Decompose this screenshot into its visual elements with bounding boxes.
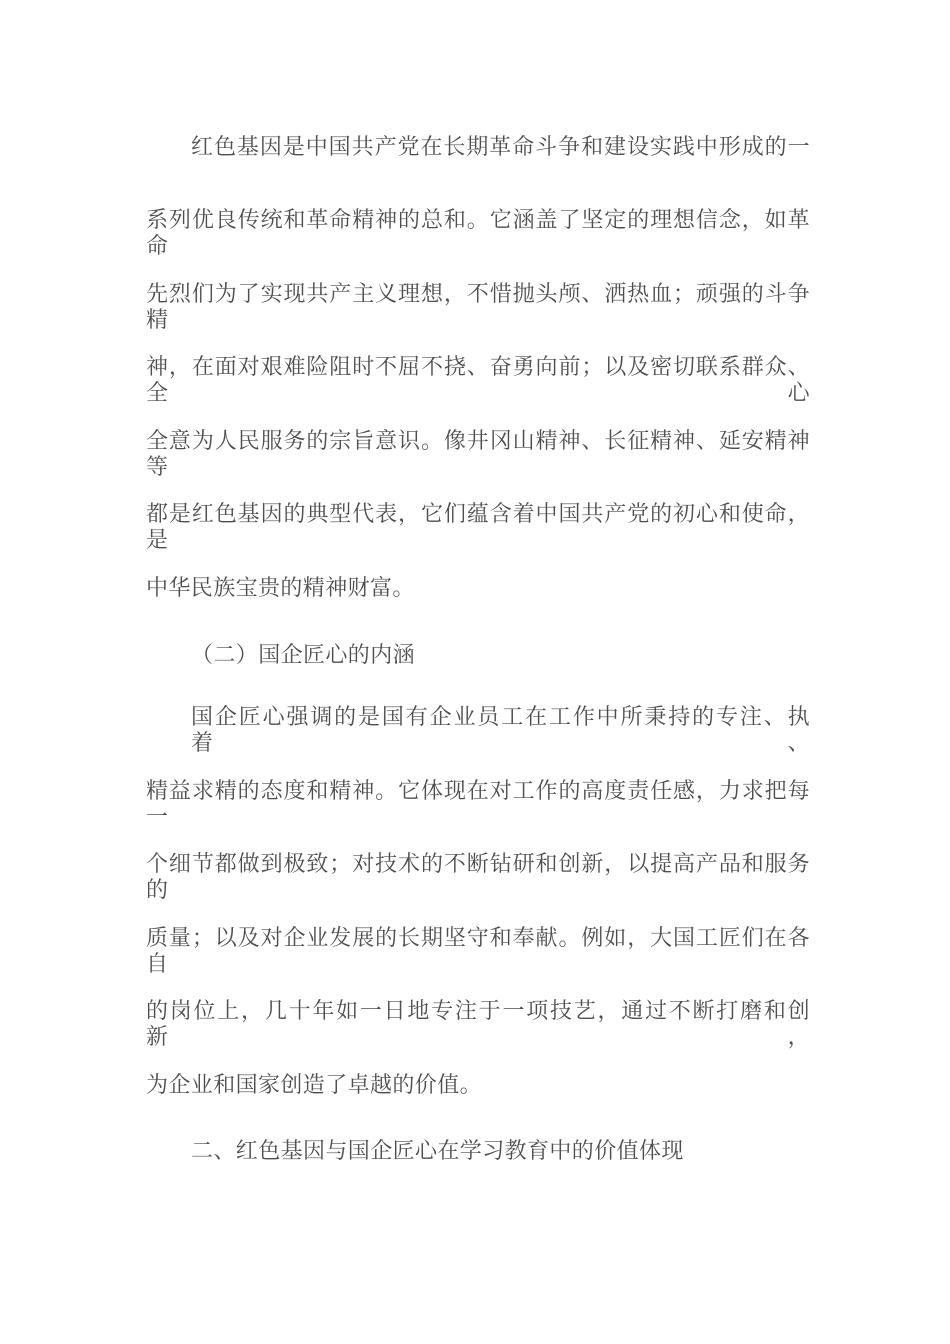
section-heading: （二）国企匠心的内涵 xyxy=(191,642,416,667)
text-line: 神，在面对艰难险阻时不屈不挠、奋勇向前；以及密切联系群众、全心 xyxy=(146,354,810,405)
text-line: 红色基因是中国共产党在长期革命斗争和建设实践中形成的一 xyxy=(191,134,810,159)
text-line: 个细节都做到极致；对技术的不断钻研和创新，以提高产品和服务的 xyxy=(146,851,810,902)
text-line: 为企业和国家创造了卓越的价值。 xyxy=(146,1072,483,1097)
section-heading: 二、红色基因与国企匠心在学习教育中的价值体现 xyxy=(191,1138,684,1163)
text-line: 系列优良传统和革命精神的总和。它涵盖了坚定的理想信念，如革命 xyxy=(146,207,810,258)
text-line: 全意为人民服务的宗旨意识。像井冈山精神、长征精神、延安精神等 xyxy=(146,428,810,479)
text-line: 中华民族宝贵的精神财富。 xyxy=(146,575,415,600)
text-line: 国企匠心强调的是国有企业员工在工作中所秉持的专注、执着、 xyxy=(191,704,810,755)
text-line: 先烈们为了实现共产主义理想，不惜抛头颅、洒热血；顽强的斗争精 xyxy=(146,281,810,332)
text-line: 都是红色基因的典型代表，它们蕴含着中国共产党的初心和使命，是 xyxy=(146,501,810,552)
text-line: 质量；以及对企业发展的长期坚守和奉献。例如，大国工匠们在各自 xyxy=(146,925,810,976)
text-line: 精益求精的态度和精神。它体现在对工作的高度责任感，力求把每一 xyxy=(146,778,810,829)
text-line: 的岗位上，几十年如一日地专注于一项技艺，通过不断打磨和创新， xyxy=(146,998,810,1049)
